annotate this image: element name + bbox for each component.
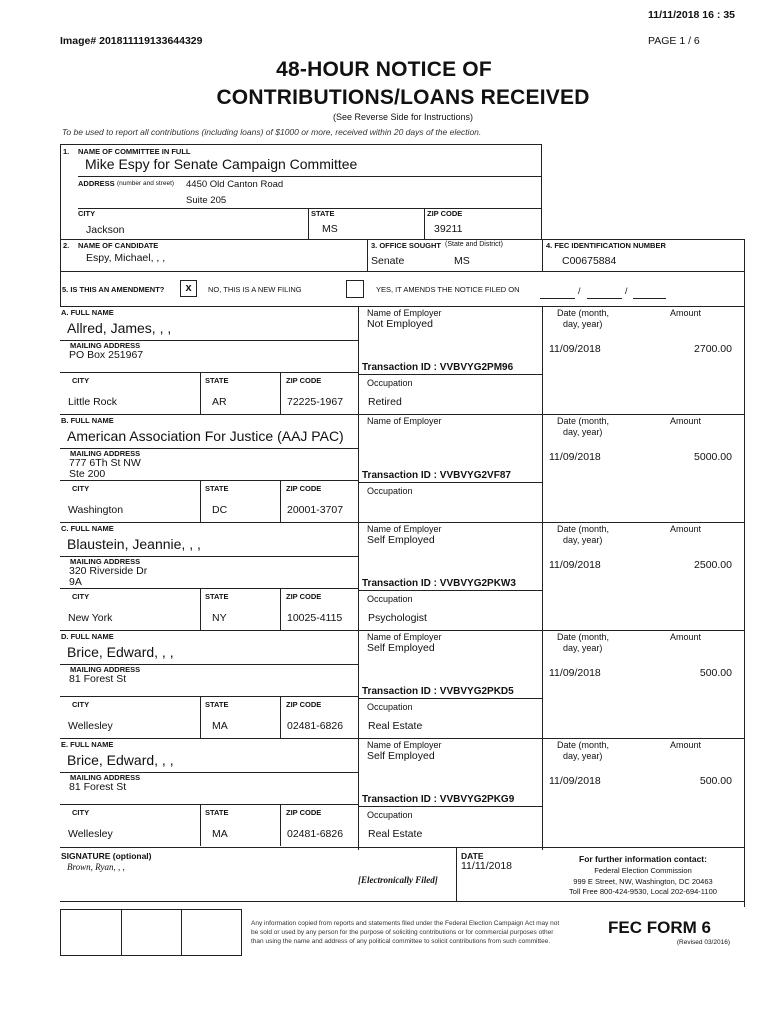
contributor-city-label: CITY: [72, 700, 90, 709]
date-label: Date (month,: [557, 524, 610, 534]
contributor-address-line1: 81 Forest St: [69, 673, 127, 685]
office-use-box: [60, 909, 242, 956]
amend-date-slash1: /: [578, 286, 581, 296]
contributor-address-line1: 81 Forest St: [69, 781, 127, 793]
amount-label: Amount: [670, 632, 702, 642]
date-label-2: day, year): [563, 427, 603, 437]
mailing-address-label: MAILING ADDRESS: [70, 341, 141, 350]
contributor-name: Allred, James, , ,: [67, 320, 172, 336]
employer-label: Name of Employer: [367, 740, 442, 750]
employer-label: Name of Employer: [367, 308, 442, 318]
transaction-id: Transaction ID : VVBVYG2PKD5: [362, 686, 514, 697]
occupation-label: Occupation: [367, 594, 413, 604]
contributor-address-line1: 777 6Th St NW: [69, 457, 141, 469]
occupation: Psychologist: [368, 612, 427, 624]
contributor-city: Washington: [68, 504, 124, 516]
amount-label: Amount: [670, 740, 702, 750]
contact-line3: Toll Free 800-424-9530, Local 202-694-1100: [569, 887, 717, 896]
signature-date-label: DATE: [461, 851, 484, 861]
contributor-zip: 72225-1967: [287, 396, 344, 408]
contributor-zip: 20001-3707: [287, 504, 344, 516]
contributor-state-label: STATE: [205, 484, 229, 493]
contributor-name: Brice, Edward, , ,: [67, 644, 174, 660]
contributor-state: MA: [212, 720, 228, 732]
form-title-line1: 48-HOUR NOTICE OF: [276, 58, 492, 81]
contributor-address-line2: 9A: [69, 576, 82, 588]
contributor-name: Blaustein, Jeannie, , ,: [67, 536, 201, 552]
contributor-city: Wellesley: [68, 720, 113, 732]
committee-name-label: NAME OF COMMITTEE IN FULL: [78, 147, 191, 156]
contributor-zip-label: ZIP CODE: [286, 592, 322, 601]
contact-line1: Federal Election Commission: [594, 866, 692, 875]
footer-notice-line2: be sold or used by any person for the purpose of soliciting contributions or for commercial purposes other: [251, 929, 554, 936]
contributor-name: American Association For Justice (AAJ PAC): [67, 428, 344, 444]
mailing-address-label: MAILING ADDRESS: [70, 773, 141, 782]
fec-id-label: 4. FEC IDENTIFICATION NUMBER: [546, 241, 666, 250]
occupation-label: Occupation: [367, 702, 413, 712]
committee-state: MS: [322, 223, 338, 235]
committee-city-label: CITY: [78, 209, 96, 218]
date-label-2: day, year): [563, 643, 603, 653]
no-amendment-label: NO, THIS IS A NEW FILING: [208, 285, 302, 294]
date-label: Date (month,: [557, 740, 610, 750]
contributor-zip: 02481-6826: [287, 720, 344, 732]
mailing-address-label: MAILING ADDRESS: [70, 665, 141, 674]
timestamp: 11/11/2018 16 : 35: [648, 9, 735, 21]
contributor-address-line1: 320 Riverside Dr: [69, 565, 148, 577]
occupation-label: Occupation: [367, 486, 413, 496]
contributor-zip-label: ZIP CODE: [286, 376, 322, 385]
contributor-city-label: CITY: [72, 808, 90, 817]
office-sought: Senate: [371, 255, 405, 267]
contributor-label: D. FULL NAME: [61, 632, 114, 641]
see-reverse-note: (See Reverse Side for Instructions): [332, 112, 474, 122]
contribution-date: 11/09/2018: [549, 343, 601, 355]
footer-notice-line1: Any information copied from reports and statements filed under the Federal Election Campaign Act may not: [251, 920, 560, 927]
transaction-id: Transaction ID : VVBVYG2VF87: [362, 470, 511, 481]
contributor-state: DC: [212, 504, 228, 516]
occupation: Real Estate: [368, 828, 423, 840]
contributor-city: New York: [68, 612, 113, 624]
amendment-question: 5. IS THIS AN AMENDMENT?: [62, 285, 165, 294]
transaction-id: Transaction ID : VVBVYG2PKG9: [362, 794, 515, 805]
employer: Not Employed: [367, 318, 433, 330]
instruction-note: To be used to report all contributions (including loans) of $1000 or more, received within 20 days of the election.: [62, 127, 482, 137]
amount-label: Amount: [670, 416, 702, 426]
office-sought-hint: (State and District): [445, 241, 503, 248]
occupation-label: Occupation: [367, 378, 413, 388]
contribution-date: 11/09/2018: [549, 667, 601, 679]
contribution-amount: 500.00: [699, 775, 732, 787]
mailing-address-label: MAILING ADDRESS: [70, 557, 141, 566]
amend-date-day[interactable]: [587, 298, 622, 299]
transaction-id: Transaction ID : VVBVYG2PKW3: [362, 578, 516, 589]
employer-label: Name of Employer: [367, 632, 442, 642]
contributor-state-label: STATE: [205, 592, 229, 601]
office-state: MS: [454, 255, 470, 267]
contribution-amount: 2700.00: [694, 343, 732, 355]
committee-city: Jackson: [86, 224, 125, 236]
contributor-state-label: STATE: [205, 700, 229, 709]
contributor-state-label: STATE: [205, 808, 229, 817]
committee-number: 1.: [63, 147, 70, 156]
signature-date: 11/11/2018: [461, 860, 512, 872]
page-number: PAGE 1 / 6: [648, 35, 700, 47]
contributor-label: E. FULL NAME: [61, 740, 114, 749]
contributor-city: Wellesley: [68, 828, 113, 840]
contributor-city-label: CITY: [72, 592, 90, 601]
date-label-2: day, year): [563, 535, 603, 545]
date-label-2: day, year): [563, 319, 603, 329]
form-title-line2: CONTRIBUTIONS/LOANS RECEIVED: [216, 86, 590, 109]
contributor-city-label: CITY: [72, 376, 90, 385]
transaction-id: Transaction ID : VVBVYG2PM96: [362, 362, 514, 373]
contribution-amount: 5000.00: [694, 451, 732, 463]
yes-amendment-label: YES, IT AMENDS THE NOTICE FILED ON: [376, 285, 520, 294]
contributor-label: A. FULL NAME: [61, 308, 114, 317]
mailing-address-label: MAILING ADDRESS: [70, 449, 141, 458]
committee-name: Mike Espy for Senate Campaign Committee: [85, 156, 358, 172]
candidate-number: 2.: [63, 241, 70, 250]
footer-notice-line3: than using the name and address of any political committee to solicit contributions from such committee.: [251, 938, 551, 945]
yes-amendment-checkbox[interactable]: [346, 280, 364, 298]
date-label: Date (month,: [557, 308, 610, 318]
occupation-label: Occupation: [367, 810, 413, 820]
contributor-address-line2: Ste 200: [69, 468, 106, 480]
date-label: Date (month,: [557, 416, 610, 426]
contributor-zip-label: ZIP CODE: [286, 700, 322, 709]
employer-label: Name of Employer: [367, 416, 442, 426]
contact-line2: 999 E Street, NW, Washington, DC 20463: [573, 877, 713, 886]
contributor-state-label: STATE: [205, 376, 229, 385]
contribution-date: 11/09/2018: [549, 559, 601, 571]
contributor-label: B. FULL NAME: [61, 416, 114, 425]
employer: Self Employed: [367, 750, 435, 762]
electronically-filed: [Electronically Filed]: [358, 875, 438, 885]
contributor-zip-label: ZIP CODE: [286, 808, 322, 817]
contributor-state: AR: [212, 396, 227, 408]
form-revised: (Revised 03/2016): [676, 939, 730, 946]
address-label: ADDRESS: [78, 179, 115, 188]
contributor-state: NY: [212, 612, 227, 624]
signature-label: SIGNATURE (optional): [61, 851, 152, 861]
contributor-city-label: CITY: [72, 484, 90, 493]
no-amendment-checkbox[interactable]: x: [180, 280, 197, 297]
contributor-address-line1: PO Box 251967: [69, 349, 144, 361]
contribution-amount: 2500.00: [694, 559, 732, 571]
committee-zip: 39211: [434, 223, 463, 235]
committee-state-label: STATE: [311, 209, 335, 218]
contributor-city: Little Rock: [68, 396, 118, 408]
employer: Self Employed: [367, 534, 435, 546]
contributor-label: C. FULL NAME: [61, 524, 114, 533]
committee-street2: Suite 205: [186, 195, 227, 206]
employer-label: Name of Employer: [367, 524, 442, 534]
amend-date-year[interactable]: [633, 298, 666, 299]
office-sought-label: 3. OFFICE SOUGHT: [371, 241, 442, 250]
candidate-name-label: NAME OF CANDIDATE: [78, 241, 159, 250]
contributor-zip: 02481-6826: [287, 828, 344, 840]
amount-label: Amount: [670, 524, 702, 534]
contact-heading: For further information contact:: [579, 854, 707, 864]
amount-label: Amount: [670, 308, 702, 318]
candidate-name: Espy, Michael, , ,: [86, 252, 166, 264]
contributor-zip-label: ZIP CODE: [286, 484, 322, 493]
image-number: Image# 201811119133644329: [60, 35, 203, 47]
occupation: Real Estate: [368, 720, 423, 732]
form-number: FEC FORM 6: [608, 918, 711, 937]
contribution-amount: 500.00: [699, 667, 732, 679]
date-label: Date (month,: [557, 632, 610, 642]
contributor-name: Brice, Edward, , ,: [67, 752, 174, 768]
committee-street1: 4450 Old Canton Road: [186, 179, 284, 190]
committee-zip-label: ZIP CODE: [427, 209, 463, 218]
contribution-date: 11/09/2018: [549, 451, 601, 463]
occupation: Retired: [368, 396, 402, 408]
address-hint: (number and street): [117, 180, 175, 187]
amend-date-slash2: /: [625, 286, 628, 296]
contributor-state: MA: [212, 828, 228, 840]
contribution-date: 11/09/2018: [549, 775, 601, 787]
fec-id: C00675884: [562, 255, 617, 267]
amend-date-month[interactable]: [540, 298, 575, 299]
date-label-2: day, year): [563, 751, 603, 761]
employer: Self Employed: [367, 642, 435, 654]
contributor-zip: 10025-4115: [287, 612, 343, 624]
signature-name: Brown, Ryan, , ,: [67, 862, 125, 872]
